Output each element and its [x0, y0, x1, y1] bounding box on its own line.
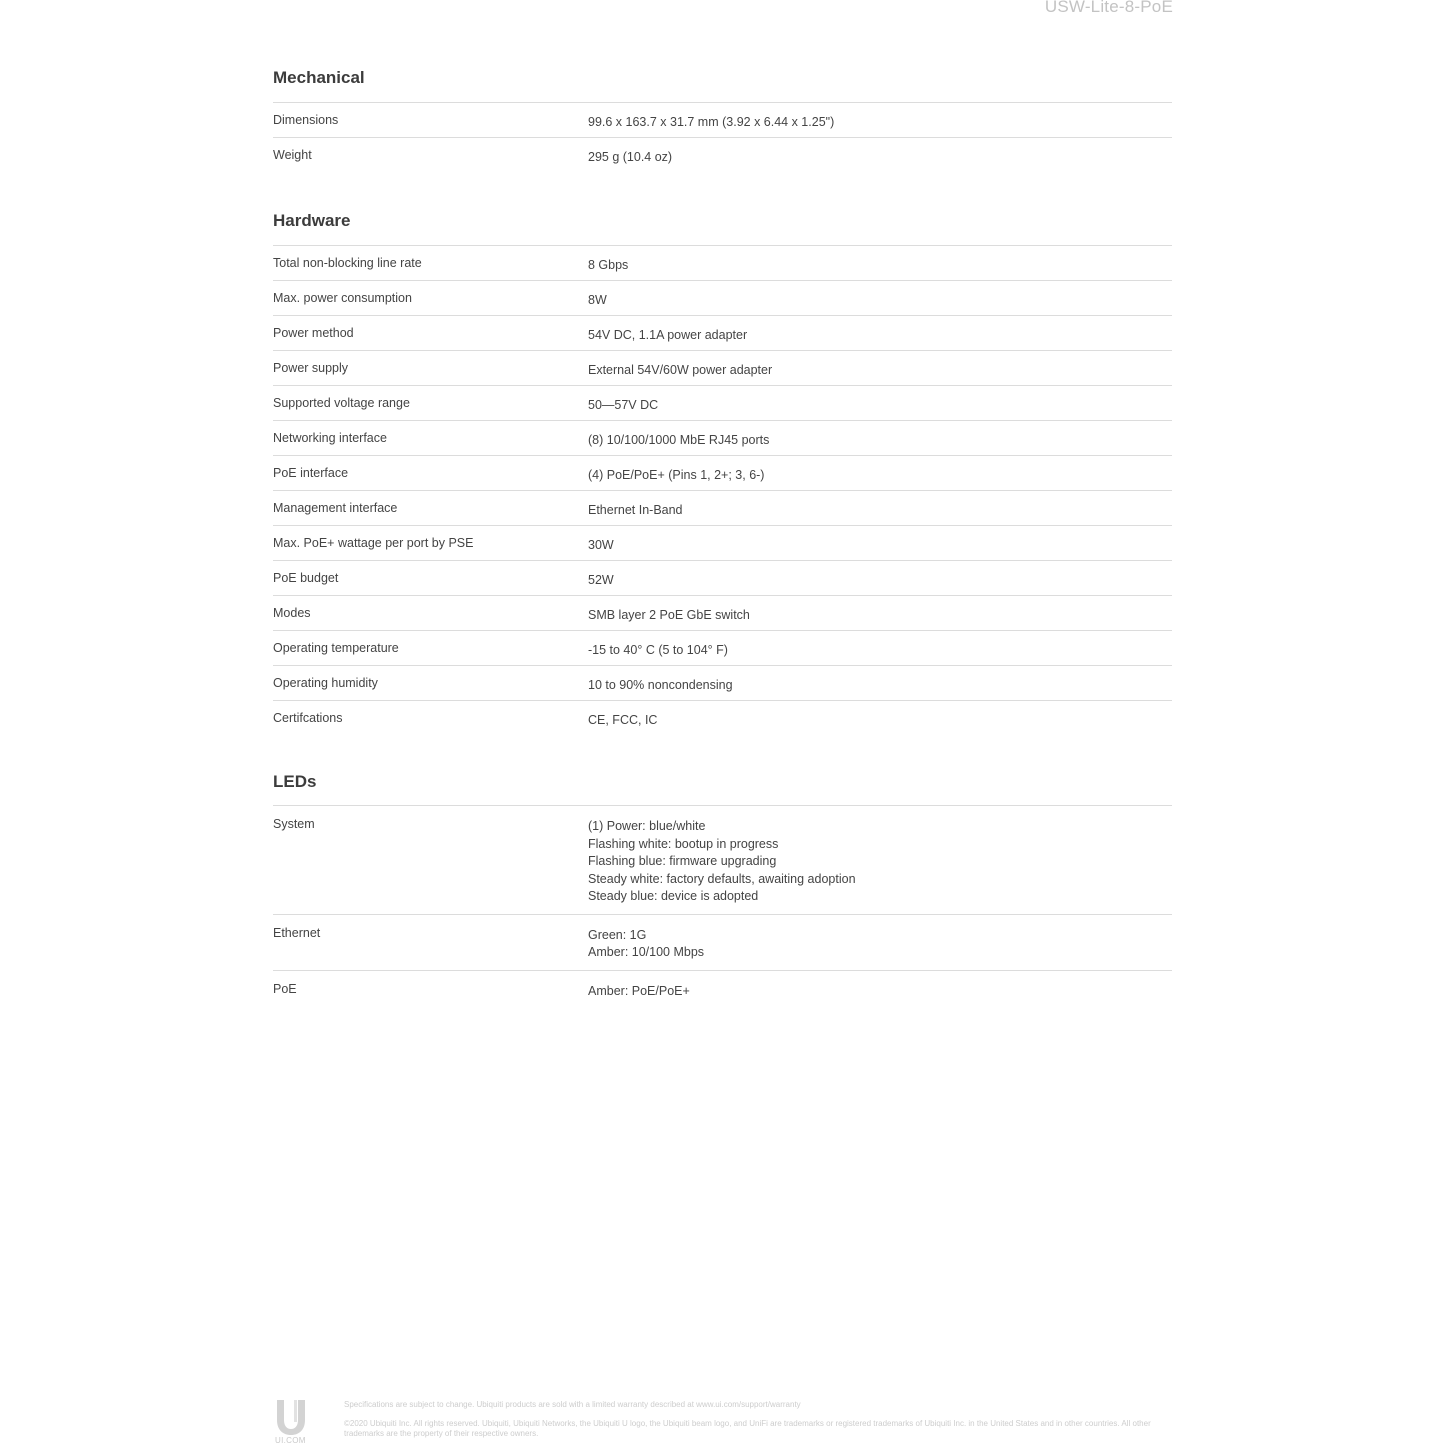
- spec-value: 8 Gbps: [588, 258, 629, 272]
- table-row: [273, 525, 1172, 560]
- spec-label: Operating temperature: [273, 641, 399, 655]
- spec-value: 99.6 x 163.7 x 31.7 mm (3.92 x 6.44 x 1.25"): [588, 115, 835, 129]
- spec-label: Total non-blocking line rate: [273, 256, 422, 270]
- spec-value: (8) 10/100/1000 MbE RJ45 ports: [588, 433, 770, 447]
- table-row: [273, 665, 1172, 700]
- spec-label: PoE budget: [273, 571, 339, 585]
- spec-label: Weight: [273, 148, 312, 162]
- spec-value: Ethernet In-Band: [588, 503, 683, 517]
- table-row: [273, 385, 1172, 420]
- spec-value: [588, 927, 1172, 962]
- spec-value: (4) PoE/PoE+ (Pins 1, 2+; 3, 6-): [588, 468, 765, 482]
- table-row: [273, 970, 1172, 1009]
- table-row: [273, 914, 1172, 970]
- spec-label: Power method: [273, 326, 354, 340]
- table-row: [273, 455, 1172, 490]
- leds-table: [273, 805, 1172, 1008]
- spec-label: PoE interface: [273, 466, 349, 480]
- spec-label: Power supply: [273, 361, 349, 375]
- spec-label: Ethernet: [273, 925, 321, 940]
- spec-value: SMB layer 2 PoE GbE switch: [588, 608, 750, 622]
- section-title-mechanical: Mechanical: [273, 68, 365, 87]
- spec-value: 295 g (10.4 oz): [588, 150, 673, 164]
- table-row: [273, 137, 1172, 172]
- spec-label: Max. PoE+ wattage per port by PSE: [273, 536, 474, 550]
- spec-label: Max. power consumption: [273, 291, 412, 305]
- footer-copyright-note: ©2020 Ubiquiti Inc. All rights reserved. Ubiquiti, Ubiquiti Networks, the Ubiquiti U logo, the Ubiquiti beam logo, and UniFi are trademarks or registered trademarks of Ubiquiti Inc. in the United States and in other countries. All other trademarks are the property of their respective owners.: [344, 1419, 1151, 1438]
- spec-value-line: Steady white: factory defaults, awaiting adoption: [588, 871, 856, 886]
- hardware-table: [273, 245, 1172, 735]
- spec-value: External 54V/60W power adapter: [588, 363, 773, 377]
- spec-label: PoE: [273, 981, 297, 996]
- spec-label: Dimensions: [273, 113, 339, 127]
- spec-value-line: Amber: 10/100 Mbps: [588, 945, 705, 959]
- spec-label: Operating humidity: [273, 676, 378, 690]
- footer-legal: [344, 1400, 1159, 1439]
- table-row: [273, 280, 1172, 315]
- table-row: [273, 595, 1172, 630]
- spec-label: Supported voltage range: [273, 396, 410, 410]
- spec-value-line: Steady blue: device is adopted: [588, 889, 759, 903]
- spec-value: 30W: [588, 538, 614, 552]
- spec-value: 8W: [588, 293, 607, 307]
- spec-label: Certifcations: [273, 711, 343, 725]
- spec-value: -15 to 40° C (5 to 104° F): [588, 643, 728, 657]
- spec-label: Modes: [273, 606, 311, 620]
- table-row: [273, 102, 1172, 137]
- section-title-leds: LEDs: [273, 772, 317, 791]
- table-row: [273, 805, 1172, 914]
- spec-value: [588, 983, 1172, 1001]
- section-title-hardware: Hardware: [273, 211, 351, 230]
- table-row: [273, 490, 1172, 525]
- spec-value-line: Green: 1G: [588, 927, 647, 942]
- spec-label: Networking interface: [273, 431, 387, 445]
- spec-value-line: (1) Power: blue/white: [588, 819, 706, 833]
- spec-value-line: Flashing blue: firmware upgrading: [588, 854, 777, 868]
- table-row: [273, 630, 1172, 665]
- table-row: [273, 315, 1172, 350]
- page-footer: [273, 1398, 1172, 1445]
- footer-logo-text: UI.COM: [275, 1436, 306, 1445]
- spec-value: 10 to 90% noncondensing: [588, 678, 733, 692]
- table-row: [273, 245, 1172, 280]
- spec-label: Management interface: [273, 501, 398, 515]
- spec-value-line: Flashing white: bootup in progress: [588, 836, 779, 851]
- mechanical-table: [273, 102, 1172, 172]
- spec-value: [588, 818, 1172, 906]
- table-row: [273, 350, 1172, 385]
- spec-value: 54V DC, 1.1A power adapter: [588, 328, 748, 342]
- spec-value: CE, FCC, IC: [588, 713, 658, 727]
- table-row: [273, 420, 1172, 455]
- spec-value: 50—57V DC: [588, 398, 659, 412]
- spec-value: 52W: [588, 573, 614, 587]
- table-row: [273, 560, 1172, 595]
- table-row: [273, 700, 1172, 735]
- spec-value-line: Amber: PoE/PoE+: [588, 983, 690, 998]
- model-name-header: USW-Lite-8-PoE: [1044, 0, 1173, 16]
- spec-label: System: [273, 817, 315, 831]
- footer-warranty-note: Specifications are subject to change. Ubiquiti products are sold with a limited warranty described at www.ui.com/support/warranty: [344, 1400, 801, 1409]
